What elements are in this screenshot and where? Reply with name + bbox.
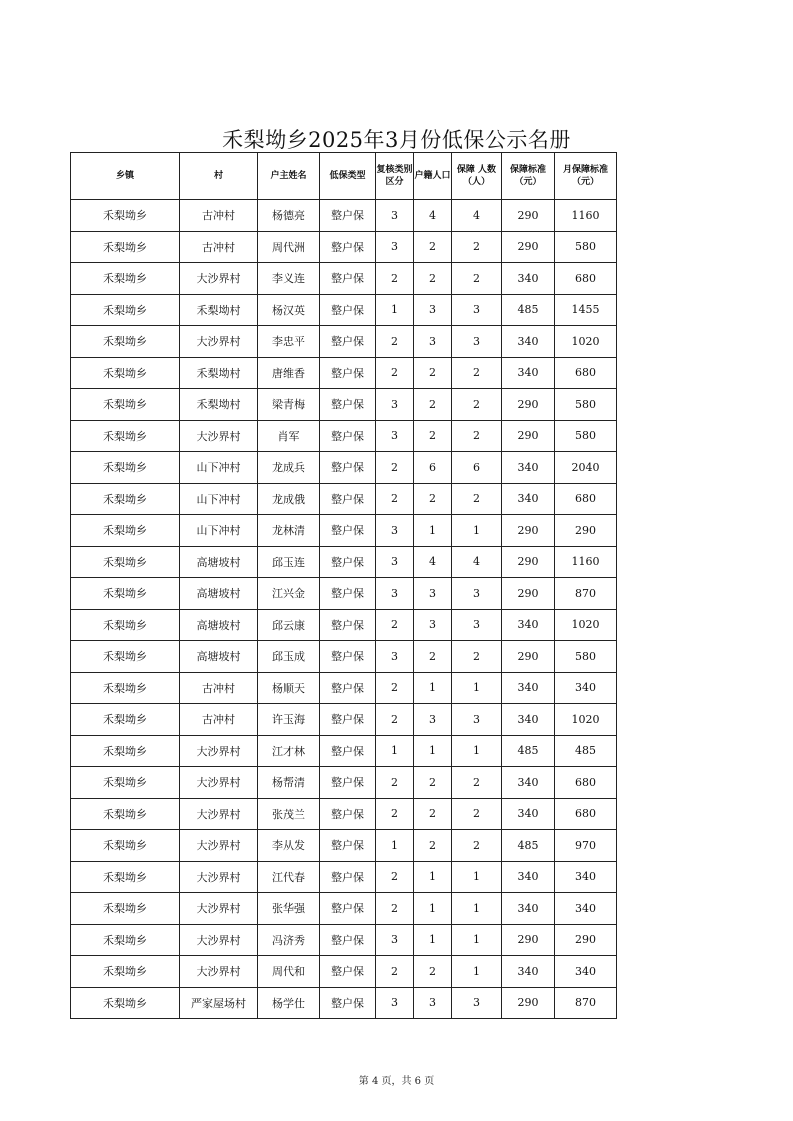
cell-township: 禾梨坳乡: [71, 830, 180, 862]
cell-township: 禾梨坳乡: [71, 546, 180, 578]
cell-monthly-standard: 870: [555, 578, 617, 610]
cell-standard: 340: [502, 672, 555, 704]
cell-householder: 李义连: [258, 263, 320, 295]
cell-type: 整户保: [320, 987, 376, 1019]
cell-township: 禾梨坳乡: [71, 420, 180, 452]
cell-review-category: 2: [376, 704, 414, 736]
table-row: [71, 704, 617, 736]
cell-monthly-standard: 340: [555, 672, 617, 704]
cell-householder: 张茂兰: [258, 798, 320, 830]
cell-review-category: 2: [376, 798, 414, 830]
cell-review-category: 2: [376, 357, 414, 389]
cell-review-category: 2: [376, 326, 414, 358]
cell-registered-population: 2: [414, 389, 452, 421]
cell-village: 山下冲村: [180, 452, 258, 484]
cell-householder: 唐维香: [258, 357, 320, 389]
cell-registered-population: 2: [414, 798, 452, 830]
header-type: 低保类型: [320, 153, 376, 200]
cell-standard: 340: [502, 704, 555, 736]
cell-township: 禾梨坳乡: [71, 326, 180, 358]
cell-type: 整户保: [320, 515, 376, 547]
cell-householder: 杨德亮: [258, 200, 320, 232]
cell-householder: 周代和: [258, 956, 320, 988]
cell-covered-persons: 3: [452, 326, 502, 358]
cell-type: 整户保: [320, 704, 376, 736]
cell-review-category: 3: [376, 987, 414, 1019]
cell-householder: 肖军: [258, 420, 320, 452]
cell-standard: 290: [502, 420, 555, 452]
cell-monthly-standard: 580: [555, 231, 617, 263]
table-row: [71, 326, 617, 358]
cell-registered-population: 2: [414, 830, 452, 862]
cell-covered-persons: 3: [452, 987, 502, 1019]
header-township: 乡镇: [71, 153, 180, 200]
cell-registered-population: 3: [414, 704, 452, 736]
cell-householder: 江兴金: [258, 578, 320, 610]
cell-standard: 340: [502, 263, 555, 295]
cell-township: 禾梨坳乡: [71, 798, 180, 830]
cell-householder: 张华强: [258, 893, 320, 925]
table-row: [71, 609, 617, 641]
cell-standard: 485: [502, 735, 555, 767]
table-row: [71, 956, 617, 988]
cell-monthly-standard: 680: [555, 798, 617, 830]
cell-village: 大沙界村: [180, 798, 258, 830]
table-row: [71, 231, 617, 263]
cell-review-category: 3: [376, 924, 414, 956]
cell-householder: 杨顺天: [258, 672, 320, 704]
cell-registered-population: 2: [414, 767, 452, 799]
cell-type: 整户保: [320, 672, 376, 704]
cell-registered-population: 1: [414, 924, 452, 956]
cell-monthly-standard: 2040: [555, 452, 617, 484]
cell-type: 整户保: [320, 452, 376, 484]
cell-standard: 290: [502, 546, 555, 578]
cell-covered-persons: 2: [452, 263, 502, 295]
cell-standard: 290: [502, 231, 555, 263]
cell-review-category: 1: [376, 830, 414, 862]
cell-monthly-standard: 1160: [555, 200, 617, 232]
cell-covered-persons: 2: [452, 830, 502, 862]
cell-registered-population: 4: [414, 200, 452, 232]
cell-standard: 340: [502, 767, 555, 799]
cell-type: 整户保: [320, 357, 376, 389]
cell-village: 高塘坡村: [180, 609, 258, 641]
cell-registered-population: 2: [414, 956, 452, 988]
cell-registered-population: 3: [414, 294, 452, 326]
cell-township: 禾梨坳乡: [71, 389, 180, 421]
table-header-row: [71, 153, 617, 200]
cell-registered-population: 1: [414, 893, 452, 925]
cell-review-category: 1: [376, 294, 414, 326]
roster-table: [70, 152, 617, 1019]
table-row: [71, 735, 617, 767]
cell-village: 大沙界村: [180, 263, 258, 295]
cell-review-category: 1: [376, 735, 414, 767]
cell-registered-population: 6: [414, 452, 452, 484]
table-row: [71, 861, 617, 893]
cell-registered-population: 2: [414, 357, 452, 389]
cell-registered-population: 2: [414, 420, 452, 452]
cell-standard: 340: [502, 893, 555, 925]
cell-householder: 邱玉连: [258, 546, 320, 578]
cell-covered-persons: 2: [452, 420, 502, 452]
cell-registered-population: 2: [414, 483, 452, 515]
cell-type: 整户保: [320, 956, 376, 988]
cell-covered-persons: 2: [452, 357, 502, 389]
cell-monthly-standard: 680: [555, 483, 617, 515]
cell-covered-persons: 1: [452, 924, 502, 956]
cell-standard: 290: [502, 987, 555, 1019]
cell-covered-persons: 3: [452, 294, 502, 326]
table-row: [71, 420, 617, 452]
header-covered-persons: 保障 人数（人）: [452, 153, 502, 200]
cell-covered-persons: 3: [452, 704, 502, 736]
table-row: [71, 641, 617, 673]
cell-householder: 杨学仕: [258, 987, 320, 1019]
cell-village: 大沙界村: [180, 830, 258, 862]
cell-township: 禾梨坳乡: [71, 357, 180, 389]
cell-type: 整户保: [320, 546, 376, 578]
cell-township: 禾梨坳乡: [71, 704, 180, 736]
cell-village: 严家屋场村: [180, 987, 258, 1019]
cell-covered-persons: 2: [452, 389, 502, 421]
header-village: 村: [180, 153, 258, 200]
table-row: [71, 389, 617, 421]
cell-village: 禾梨坳村: [180, 357, 258, 389]
cell-village: 古冲村: [180, 231, 258, 263]
cell-township: 禾梨坳乡: [71, 672, 180, 704]
cell-registered-population: 1: [414, 735, 452, 767]
table-row: [71, 357, 617, 389]
cell-township: 禾梨坳乡: [71, 987, 180, 1019]
cell-standard: 485: [502, 294, 555, 326]
cell-covered-persons: 1: [452, 893, 502, 925]
cell-review-category: 3: [376, 546, 414, 578]
cell-standard: 290: [502, 200, 555, 232]
cell-village: 禾梨坳村: [180, 389, 258, 421]
table-row: [71, 515, 617, 547]
cell-township: 禾梨坳乡: [71, 200, 180, 232]
cell-review-category: 2: [376, 767, 414, 799]
cell-covered-persons: 4: [452, 546, 502, 578]
cell-review-category: 3: [376, 641, 414, 673]
cell-householder: 江才林: [258, 735, 320, 767]
cell-type: 整户保: [320, 609, 376, 641]
cell-township: 禾梨坳乡: [71, 231, 180, 263]
table-row: [71, 798, 617, 830]
cell-type: 整户保: [320, 420, 376, 452]
cell-township: 禾梨坳乡: [71, 609, 180, 641]
cell-householder: 龙成兵: [258, 452, 320, 484]
cell-monthly-standard: 680: [555, 767, 617, 799]
table-row: [71, 924, 617, 956]
cell-standard: 340: [502, 483, 555, 515]
cell-householder: 邱云康: [258, 609, 320, 641]
cell-covered-persons: 2: [452, 641, 502, 673]
cell-review-category: 2: [376, 483, 414, 515]
cell-monthly-standard: 680: [555, 357, 617, 389]
table-row: [71, 200, 617, 232]
table-row: [71, 263, 617, 295]
cell-covered-persons: 2: [452, 231, 502, 263]
cell-review-category: 3: [376, 515, 414, 547]
cell-village: 大沙界村: [180, 861, 258, 893]
cell-standard: 340: [502, 956, 555, 988]
cell-township: 禾梨坳乡: [71, 294, 180, 326]
cell-covered-persons: 1: [452, 735, 502, 767]
cell-review-category: 2: [376, 452, 414, 484]
cell-type: 整户保: [320, 861, 376, 893]
cell-standard: 290: [502, 389, 555, 421]
cell-registered-population: 2: [414, 641, 452, 673]
cell-standard: 290: [502, 578, 555, 610]
cell-review-category: 2: [376, 672, 414, 704]
cell-covered-persons: 6: [452, 452, 502, 484]
cell-village: 大沙界村: [180, 893, 258, 925]
cell-type: 整户保: [320, 231, 376, 263]
cell-householder: 冯济秀: [258, 924, 320, 956]
cell-village: 高塘坡村: [180, 578, 258, 610]
cell-registered-population: 4: [414, 546, 452, 578]
cell-type: 整户保: [320, 200, 376, 232]
cell-type: 整户保: [320, 389, 376, 421]
cell-village: 禾梨坳村: [180, 294, 258, 326]
cell-township: 禾梨坳乡: [71, 767, 180, 799]
cell-covered-persons: 1: [452, 515, 502, 547]
cell-standard: 485: [502, 830, 555, 862]
cell-township: 禾梨坳乡: [71, 263, 180, 295]
cell-registered-population: 3: [414, 578, 452, 610]
cell-registered-population: 2: [414, 231, 452, 263]
cell-covered-persons: 3: [452, 609, 502, 641]
cell-standard: 290: [502, 924, 555, 956]
cell-householder: 杨汉英: [258, 294, 320, 326]
cell-householder: 李忠平: [258, 326, 320, 358]
cell-township: 禾梨坳乡: [71, 735, 180, 767]
cell-covered-persons: 1: [452, 956, 502, 988]
cell-registered-population: 2: [414, 263, 452, 295]
cell-monthly-standard: 1020: [555, 326, 617, 358]
cell-monthly-standard: 1020: [555, 704, 617, 736]
cell-registered-population: 1: [414, 515, 452, 547]
cell-township: 禾梨坳乡: [71, 641, 180, 673]
table-row: [71, 294, 617, 326]
cell-review-category: 2: [376, 609, 414, 641]
cell-standard: 290: [502, 641, 555, 673]
cell-monthly-standard: 340: [555, 861, 617, 893]
cell-village: 大沙界村: [180, 326, 258, 358]
cell-township: 禾梨坳乡: [71, 578, 180, 610]
cell-review-category: 3: [376, 420, 414, 452]
header-registered-population: 户籍人口: [414, 153, 452, 200]
cell-type: 整户保: [320, 893, 376, 925]
cell-village: 大沙界村: [180, 956, 258, 988]
cell-review-category: 2: [376, 893, 414, 925]
table-row: [71, 767, 617, 799]
cell-township: 禾梨坳乡: [71, 483, 180, 515]
document-title: 禾梨坳乡2025年3月份低保公示名册: [222, 128, 571, 152]
page-footer: 第 4 页，共 6 页: [358, 1076, 435, 1087]
cell-township: 禾梨坳乡: [71, 893, 180, 925]
cell-type: 整户保: [320, 641, 376, 673]
cell-monthly-standard: 580: [555, 420, 617, 452]
cell-monthly-standard: 1160: [555, 546, 617, 578]
cell-type: 整户保: [320, 830, 376, 862]
cell-monthly-standard: 340: [555, 893, 617, 925]
cell-householder: 梁青梅: [258, 389, 320, 421]
cell-type: 整户保: [320, 798, 376, 830]
table-row: [71, 987, 617, 1019]
table-row: [71, 546, 617, 578]
cell-householder: 龙林清: [258, 515, 320, 547]
cell-village: 高塘坡村: [180, 546, 258, 578]
cell-registered-population: 3: [414, 987, 452, 1019]
cell-review-category: 2: [376, 956, 414, 988]
cell-monthly-standard: 580: [555, 389, 617, 421]
cell-householder: 邱玉成: [258, 641, 320, 673]
cell-type: 整户保: [320, 767, 376, 799]
cell-householder: 杨帮清: [258, 767, 320, 799]
cell-householder: 周代洲: [258, 231, 320, 263]
cell-review-category: 3: [376, 231, 414, 263]
cell-monthly-standard: 680: [555, 263, 617, 295]
cell-village: 山下冲村: [180, 515, 258, 547]
cell-registered-population: 3: [414, 609, 452, 641]
cell-standard: 340: [502, 609, 555, 641]
table-row: [71, 452, 617, 484]
cell-township: 禾梨坳乡: [71, 861, 180, 893]
cell-covered-persons: 3: [452, 578, 502, 610]
cell-standard: 340: [502, 798, 555, 830]
cell-village: 古冲村: [180, 704, 258, 736]
cell-standard: 340: [502, 326, 555, 358]
cell-householder: 龙成俄: [258, 483, 320, 515]
cell-village: 山下冲村: [180, 483, 258, 515]
cell-covered-persons: 2: [452, 483, 502, 515]
cell-monthly-standard: 870: [555, 987, 617, 1019]
cell-registered-population: 1: [414, 672, 452, 704]
cell-type: 整户保: [320, 483, 376, 515]
header-householder: 户主姓名: [258, 153, 320, 200]
cell-registered-population: 3: [414, 326, 452, 358]
cell-type: 整户保: [320, 294, 376, 326]
table-row: [71, 893, 617, 925]
cell-type: 整户保: [320, 924, 376, 956]
cell-village: 古冲村: [180, 672, 258, 704]
cell-householder: 李从发: [258, 830, 320, 862]
cell-village: 高塘坡村: [180, 641, 258, 673]
cell-covered-persons: 1: [452, 672, 502, 704]
cell-registered-population: 1: [414, 861, 452, 893]
cell-standard: 340: [502, 452, 555, 484]
cell-township: 禾梨坳乡: [71, 452, 180, 484]
cell-monthly-standard: 970: [555, 830, 617, 862]
cell-review-category: 2: [376, 861, 414, 893]
cell-village: 大沙界村: [180, 735, 258, 767]
cell-monthly-standard: 290: [555, 924, 617, 956]
cell-type: 整户保: [320, 326, 376, 358]
cell-review-category: 2: [376, 263, 414, 295]
cell-monthly-standard: 485: [555, 735, 617, 767]
cell-monthly-standard: 340: [555, 956, 617, 988]
cell-monthly-standard: 290: [555, 515, 617, 547]
header-monthly-standard: 月保障标准（元）: [555, 153, 617, 200]
table-row: [71, 578, 617, 610]
table-row: [71, 830, 617, 862]
cell-covered-persons: 4: [452, 200, 502, 232]
cell-village: 大沙界村: [180, 924, 258, 956]
cell-township: 禾梨坳乡: [71, 515, 180, 547]
header-standard: 保障标准（元）: [502, 153, 555, 200]
cell-standard: 340: [502, 357, 555, 389]
cell-covered-persons: 2: [452, 798, 502, 830]
cell-type: 整户保: [320, 263, 376, 295]
table-row: [71, 483, 617, 515]
cell-covered-persons: 2: [452, 767, 502, 799]
header-review-category: 复核类别区分: [376, 153, 414, 200]
cell-householder: 许玉海: [258, 704, 320, 736]
cell-review-category: 3: [376, 389, 414, 421]
cell-householder: 江代春: [258, 861, 320, 893]
cell-type: 整户保: [320, 735, 376, 767]
cell-township: 禾梨坳乡: [71, 956, 180, 988]
cell-monthly-standard: 1020: [555, 609, 617, 641]
cell-village: 大沙界村: [180, 420, 258, 452]
cell-type: 整户保: [320, 578, 376, 610]
table-row: [71, 672, 617, 704]
cell-village: 大沙界村: [180, 767, 258, 799]
cell-monthly-standard: 580: [555, 641, 617, 673]
cell-covered-persons: 1: [452, 861, 502, 893]
cell-township: 禾梨坳乡: [71, 924, 180, 956]
cell-review-category: 3: [376, 200, 414, 232]
cell-standard: 340: [502, 861, 555, 893]
cell-village: 古冲村: [180, 200, 258, 232]
cell-monthly-standard: 1455: [555, 294, 617, 326]
cell-standard: 290: [502, 515, 555, 547]
cell-review-category: 3: [376, 578, 414, 610]
